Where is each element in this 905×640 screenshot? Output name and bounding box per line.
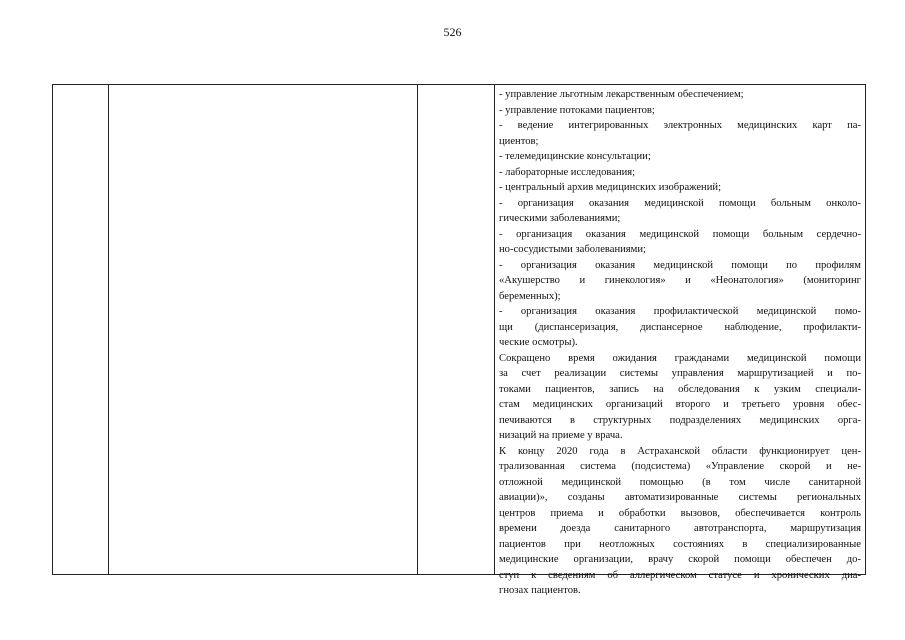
text-line: трализованная система (подсистема) «Управление скорой и не- <box>499 461 861 472</box>
text-line: Сокращено время ожидания гражданами медицинской помощи <box>499 352 861 364</box>
text-line: ступ к сведениям об аллергическом статусе и хронических диа- <box>499 569 861 581</box>
column-divider <box>108 85 109 574</box>
text-line: - организация оказания медицинской помощи больным сердечно- <box>499 228 861 240</box>
text-line: за счет реализации системы управления маршрутизацией и по- <box>499 368 861 379</box>
text-line: - управление льготным лекарственным обеспечением; <box>499 89 744 100</box>
text-line: времени доезда санитарного автотранспорта, маршрутизация <box>499 523 861 534</box>
text-line: отложной медицинской помощью (в том числе санитарной <box>499 476 861 488</box>
text-line: печиваются в структурных подразделениях медицинских орга- <box>499 414 861 426</box>
document-table <box>52 84 866 596</box>
column-divider <box>417 85 418 574</box>
text-line: К концу 2020 года в Астраханской области функционирует цен- <box>499 445 861 457</box>
text-line: - организация оказания профилактической медицинской помо- <box>499 306 861 317</box>
text-line: гическими заболеваниями; <box>499 213 621 224</box>
column-divider <box>494 85 495 574</box>
text-line: - лабораторные исследования; <box>499 166 636 178</box>
text-line: - ведение интегрированных электронных медицинских карт па- <box>499 120 861 131</box>
text-line: медицинские организации, врачу скорой помощи обеспечен до- <box>499 554 861 565</box>
text-line: «Акушерство и гинекология» и «Неонатология» (мониторинг <box>499 275 861 286</box>
text-line: щи (диспансеризация, диспансерное наблюдение, профилакти- <box>499 321 861 333</box>
text-line: авиации)», созданы автоматизированные системы региональных <box>499 492 861 503</box>
text-line: беременных); <box>499 290 561 302</box>
text-line: - телемедицинские консультации; <box>499 151 651 162</box>
page-number: 526 <box>443 25 462 39</box>
text-line: - центральный архив медицинских изображений; <box>499 182 722 193</box>
text-line: - организация оказания медицинской помощи больным онколо- <box>499 197 861 209</box>
text-line: - организация оказания медицинской помощи по профилям <box>499 259 861 271</box>
text-line: гнозах пациентов. <box>499 585 581 596</box>
text-line: стам медицинских организаций второго и третьего уровня обес- <box>499 399 861 410</box>
text-line: низаций на приеме у врача. <box>499 430 623 441</box>
text-line: ческие осмотры). <box>499 337 578 348</box>
table-content-cell <box>499 87 861 599</box>
text-line: но-сосудистыми заболеваниями; <box>499 244 646 255</box>
text-line: пациентов при неотложных состояниях в специализированные <box>499 538 861 550</box>
text-line: - управление потоками пациентов; <box>499 104 655 116</box>
text-line: циентов; <box>499 135 539 147</box>
text-line: центров приема и обработки вызовов, обеспечивается контроль <box>499 507 861 519</box>
text-line: токами пациентов, запись на обследования к узким специали- <box>499 383 861 395</box>
